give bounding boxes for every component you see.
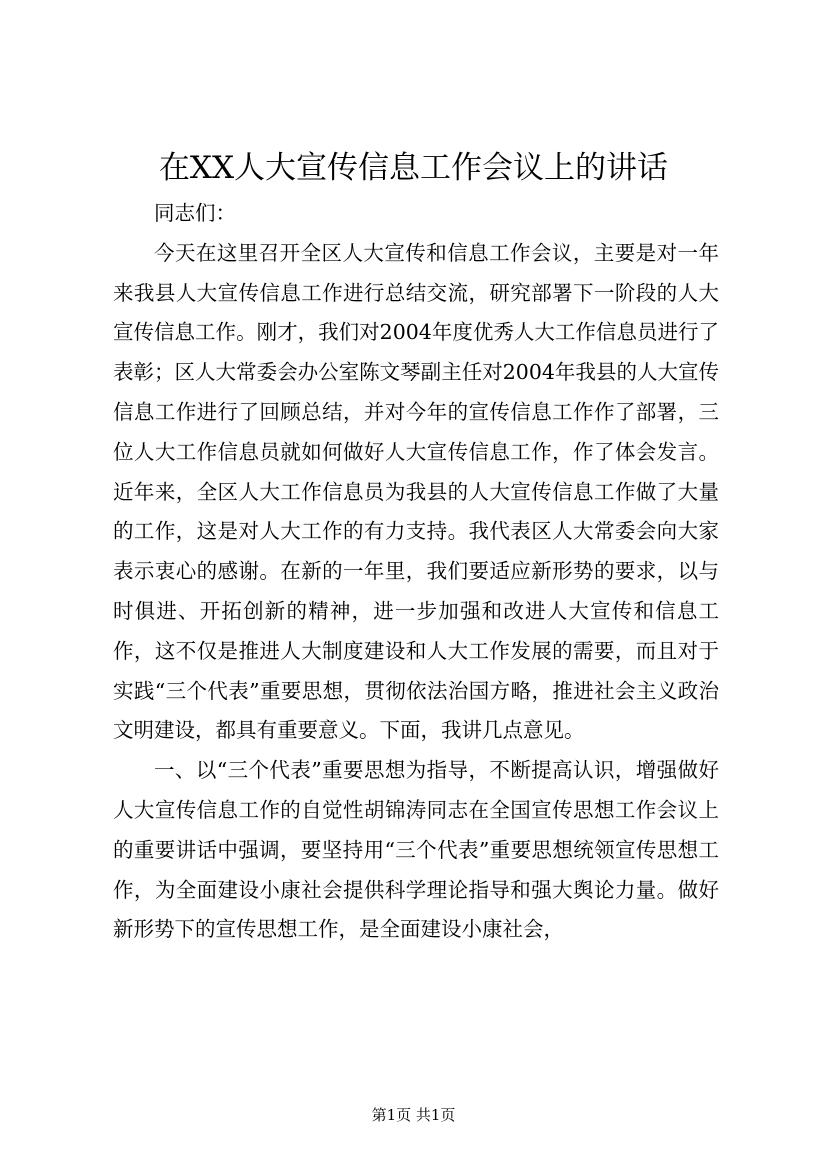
salutation-paragraph: 同志们： [154, 201, 236, 225]
body-paragraph: 一、以“三个代表”重要思想为指导，不断提高认识，增强做好人大宣传信息工作的自觉性胡锦涛同志在全国宣传思想工作会议上的重要讲话中强调，要坚持用“三个代表”重要思想统领宣传思想工作，为全面建设小康社会提供科学理论指导和强大舆论力量。做好新形势下的宣传思想工作，是全面建设小康社会， [113, 758, 719, 942]
document-body [113, 194, 719, 950]
document-title: 在XX人大宣传信息工作会议上的讲话 [158, 150, 669, 186]
body-paragraph: 今天在这里召开全区人大宣传和信息工作会议，主要是对一年来我县人大宣传信息工作进行总结交流，研究部署下一阶段的人大宣传信息工作。刚才，我们对2004年度优秀人大工作信息员进行了表彰；区人大常委会办公室陈文琴副主任对2004年我县的人大宣传信息工作进行了回顾总结，并对今年的宣传信息工作作了部署，三位人大工作信息员就如何做好人大宣传信息工作，作了体会发言。近年来，全区人大工作信息员为我县的人大宣传信息工作做了大量的工作，这是对人大工作的有力支持。我代表区人大常委会向大家表示衷心的感谢。在新的一年里，我们要适应新形势的要求，以与时俱进、开拓创新的精神，进一步加强和改进人大宣传和信息工作，这不仅是推进人大制度建设和人大工作发展的需要，而且对于实践“三个代表”重要思想，贯彻依法治国方略，推进社会主义政治文明建设，都具有重要意义。下面，我讲几点意见。 [113, 240, 719, 743]
page-footer: 第1页 共1页 [371, 1106, 456, 1124]
